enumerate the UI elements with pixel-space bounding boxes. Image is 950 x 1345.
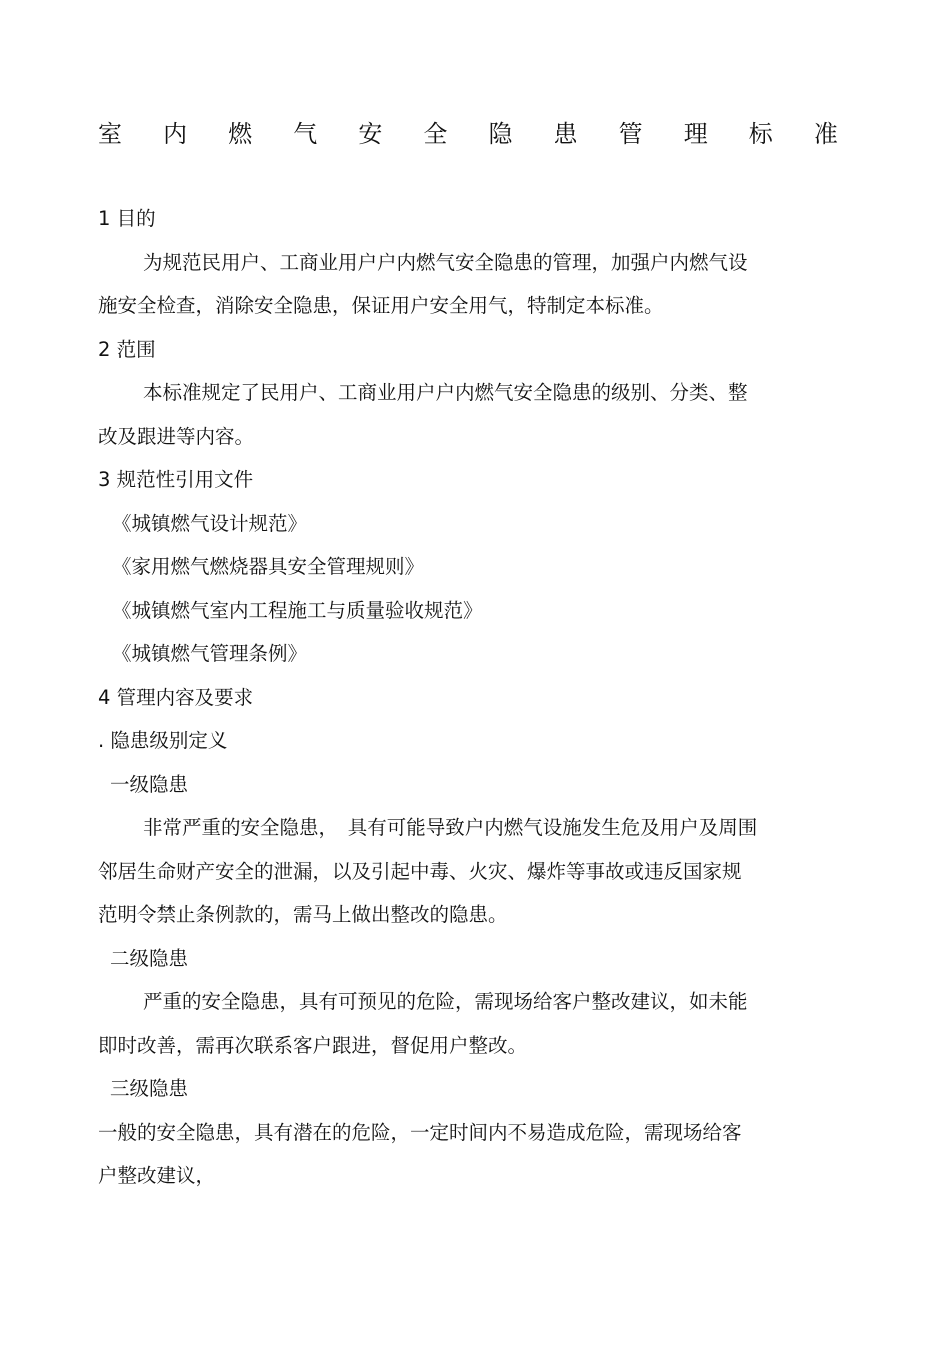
section-heading-references: 3 规范性引用文件 bbox=[98, 468, 254, 491]
reference-item: 《城镇燃气管理条例》 bbox=[112, 642, 308, 665]
title-char: 气 bbox=[293, 120, 318, 148]
subsection-heading: . 隐患级别定义 bbox=[98, 729, 228, 752]
section-heading-scope: 2 范围 bbox=[98, 338, 156, 361]
title-char: 隐 bbox=[488, 120, 513, 148]
paragraph-line: 范明令禁止条例款的，需马上做出整改的隐患。 bbox=[98, 903, 508, 926]
level-heading-2: 二级隐患 bbox=[110, 947, 189, 970]
title-char: 理 bbox=[683, 120, 708, 148]
level-heading-3: 三级隐患 bbox=[110, 1077, 189, 1100]
paragraph-line: 一般的安全隐患，具有潜在的危险，一定时间内不易造成危险，需现场给客 bbox=[98, 1121, 742, 1144]
section-heading-management: 4 管理内容及要求 bbox=[98, 686, 254, 709]
paragraph-line: 为规范民用户、工商业用户户内燃气安全隐患的管理，加强户内燃气设 bbox=[143, 251, 748, 274]
title-char: 管 bbox=[618, 120, 643, 148]
reference-item: 《城镇燃气设计规范》 bbox=[112, 512, 308, 535]
title-char: 准 bbox=[813, 120, 838, 148]
title-char: 燃 bbox=[228, 120, 253, 148]
paragraph-line: 本标准规定了民用户、工商业用户户内燃气安全隐患的级别、分类、整 bbox=[143, 381, 748, 404]
paragraph-line: 改及跟进等内容。 bbox=[98, 425, 255, 448]
title-char: 内 bbox=[163, 120, 188, 148]
paragraph-line: 非常严重的安全隐患， 具有可能导致户内燃气设施发生危及用户及周围 bbox=[143, 816, 758, 839]
title-char: 室 bbox=[98, 120, 122, 148]
paragraph-line: 严重的安全隐患，具有可预见的危险，需现场给客户整改建议，如未能 bbox=[143, 990, 748, 1013]
paragraph-line: 户整改建议， bbox=[98, 1164, 216, 1187]
paragraph-line: 施安全检查，消除安全隐患，保证用户安全用气，特制定本标准。 bbox=[98, 294, 664, 317]
title-char: 安 bbox=[358, 120, 383, 148]
reference-item: 《城镇燃气室内工程施工与质量验收规范》 bbox=[112, 599, 483, 622]
title-char: 全 bbox=[423, 120, 448, 148]
level-heading-1: 一级隐患 bbox=[110, 773, 189, 796]
paragraph-line: 邻居生命财产安全的泄漏，以及引起中毒、火灾、爆炸等事故或违反国家规 bbox=[98, 860, 742, 883]
document-title bbox=[98, 118, 838, 150]
title-char: 标 bbox=[748, 120, 773, 148]
section-heading-purpose: 1 目的 bbox=[98, 207, 156, 230]
title-char: 患 bbox=[553, 120, 578, 148]
paragraph-line: 即时改善，需再次联系客户跟进，督促用户整改。 bbox=[98, 1034, 528, 1057]
reference-item: 《家用燃气燃烧器具安全管理规则》 bbox=[112, 555, 425, 578]
